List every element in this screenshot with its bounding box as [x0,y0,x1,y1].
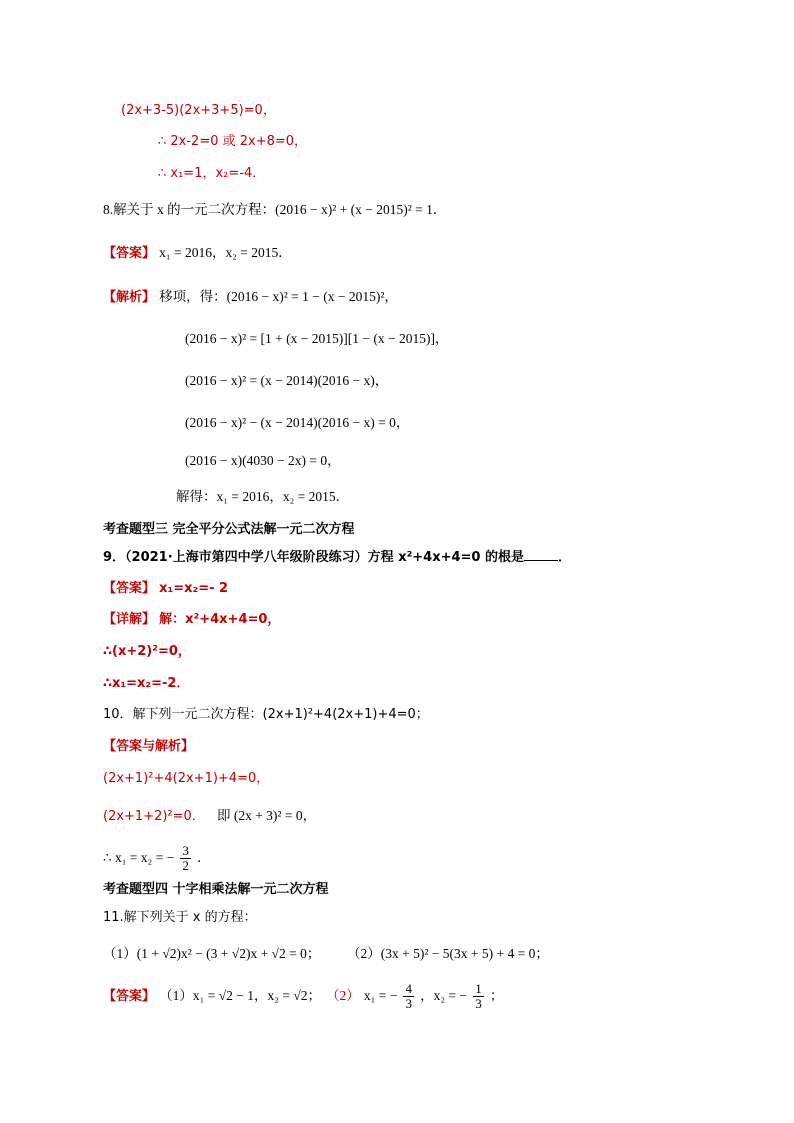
answer-11-part-2 [326,978,503,1015]
answer-8 [103,244,292,263]
answer-10-result [103,841,211,876]
analysis-8 [103,288,398,307]
fraction-numerator: 1 [475,981,482,996]
analysis-step-5: 解得：x₁ = 2016，x₂ = 2015． [176,489,350,504]
analysis-step-4: (2016 − x)(4030 − 2x) = 0， [185,453,341,468]
analysis-tag: 【解析】 [103,290,156,305]
answer-tag: 【答案】 [103,581,156,596]
answer-11-part-1: （1）x₁ = √2 − 1，x₂ = √2； [159,988,321,1003]
answer-11-end: ； [489,988,504,1003]
answer-8-text: x₁ = 2016，x₂ = 2015． [159,245,292,260]
detail-9-step-2: ∴x₁=x₂=-2． [103,676,190,691]
answer-tag: 【答案】 [103,989,156,1004]
analysis-8-text: 移项，得：(2016 − x)² = 1 − (x − 2015)²， [159,289,398,304]
analysis-step-3: (2016 − x)² − (x − 2014)(2016 − x) = 0， [185,415,410,430]
answer-10-step-1: (2x+1)²+4(2x+1)+4=0， [103,771,270,786]
fraction [180,844,191,873]
question-9-suffix: ． [558,550,572,565]
answer-10-step-2-text: (2x+1+2)²=0． [103,809,205,824]
question-9-text: 9．（2021·上海市第四中学八年级阶段练习）方程 x²+4x+4=0 的根是 [103,550,524,565]
fraction-numerator: 4 [405,981,412,996]
solution-step-linear: ∴ 2x-2=0 或 2x+8=0， [158,134,308,149]
solution-step-roots: ∴ x₁=1，x₂=-4． [158,166,266,181]
answer-blank [524,548,558,561]
detail-9-text: 解：x²+4x+4=0， [159,612,281,627]
fraction-denominator: 2 [182,858,189,873]
answer-10-result-end: ． [197,850,211,865]
analysis-step-1: (2016 − x)² = [1 + (x − 2015)][1 − (x − 2015)]， [185,331,449,346]
fraction-denominator: 3 [405,996,412,1011]
detail-tag: 【详解】 [103,612,156,627]
answer-tag: 【答案】 [103,246,156,261]
answer-11 [103,987,321,1006]
question-11: 11.解下列关于 x 的方程： [103,910,257,925]
question-9 [103,548,571,567]
section-title-type4: 考查题型四 十字相乘法解一元二次方程 [103,882,329,897]
answer-9 [103,580,228,598]
detail-9-step-1: ∴(x+2)²=0， [103,644,191,659]
question-11-part-1: （1）(1 + √2)x² − (3 + √2)x + √2 = 0； [103,946,321,961]
question-8: 8.解关于 x 的一元二次方程：(2016 − x)² + (x − 2015)² = 1． [103,202,447,217]
answer-11-x2: ，x₂ = − [420,988,468,1003]
fraction [473,982,484,1011]
answer-10-result-text: ∴ x₁ = x₂ = − [103,850,175,865]
section-title-type3: 考查题型三 完全平分公式法解一元二次方程 [103,522,355,537]
answer-9-text: x₁=x₂=- 2 [159,581,229,596]
answer-10-step-2 [103,807,316,826]
answer-11-x1: x₁ = − [363,988,398,1003]
analysis-step-2: (2016 − x)² = (x − 2014)(2016 − x)， [185,373,389,388]
fraction-numerator: 3 [182,843,189,858]
fraction [403,982,414,1011]
fraction-denominator: 3 [475,996,482,1011]
solution-step-factor: (2x+3-5)(2x+3+5)=0， [121,103,276,118]
question-10: 10．解下列一元二次方程：(2x+1)²+4(2x+1)+4=0； [103,707,429,722]
answer-10-step-2-math: 即 (2x + 3)² = 0， [216,808,317,823]
question-11-part-2: （2）(3x + 5)² − 5(3x + 5) + 4 = 0； [347,946,549,961]
answer-analysis-tag: 【答案与解析】 [103,739,195,754]
answer-11-part-2-label: （2） [326,988,360,1003]
detail-9 [103,611,280,629]
